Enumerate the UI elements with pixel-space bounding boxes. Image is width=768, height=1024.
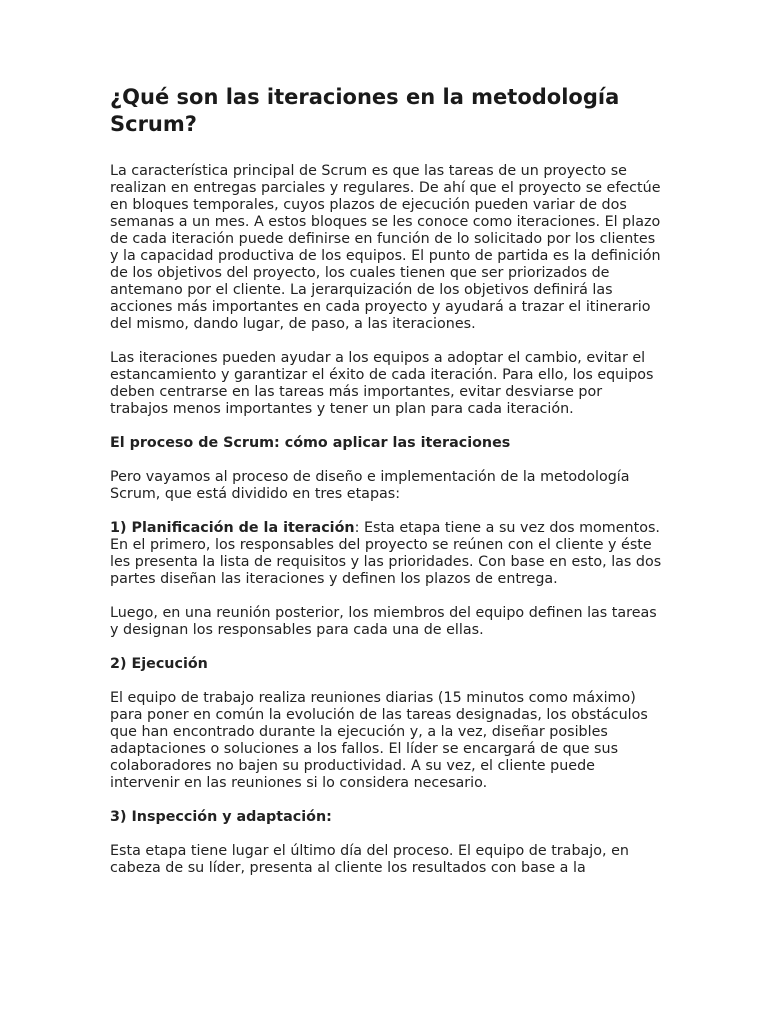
- step1-text: : Esta etapa tiene a su vez dos momentos. En el primero, los responsables del proyecto se reúnen con el cliente y éste les presenta la lista de requisitos y las prioridades. Con base en esto, las dos partes diseñan las iteraciones y definen los plazos de entrega.: [110, 520, 662, 587]
- step2-label: 2) Ejecución: [110, 656, 208, 672]
- step3-paragraph: Esta etapa tiene lugar el último día del proceso. El equipo de trabajo, en cabeza de su líder, presenta al cliente los resultados con base a la: [110, 843, 629, 876]
- second-paragraph: Las iteraciones pueden ayudar a los equipos a adoptar el cambio, evitar el estancamiento y garantizar el éxito de cada iteración. Para ello, los equipos deben centrarse en las tareas más importantes, evitar desviarse por trabajos menos importantes y tener un plan para cada iteración.: [110, 350, 654, 417]
- page-title: ¿Qué son las iteraciones en la metodología Scrum?: [110, 85, 620, 136]
- step3-label: 3) Inspección y adaptación:: [110, 809, 332, 825]
- step1-followup-paragraph: Luego, en una reunión posterior, los miembros del equipo definen las tareas y designan los responsables para cada una de ellas.: [110, 605, 657, 638]
- step2-paragraph: El equipo de trabajo realiza reuniones diarias (15 minutos como máximo) para poner en común la evolución de las tareas designadas, los obstáculos que han encontrado durante la ejecución y, a la vez, diseñar posibles adaptaciones o soluciones a los fallos. El líder se encargará de que sus colaboradores no bajen su productividad. A su vez, el cliente puede intervenir en las reuniones si lo considera necesario.: [110, 690, 648, 791]
- document-page: [110, 84, 662, 877]
- process-heading: El proceso de Scrum: cómo aplicar las iteraciones: [110, 435, 511, 451]
- intro-paragraph: La característica principal de Scrum es que las tareas de un proyecto se realizan en entregas parciales y regulares. De ahí que el proyecto se efectúe en bloques temporales, cuyos plazos de ejecución pueden variar de dos semanas a un mes. A estos bloques se les conoce como iteraciones. El plazo de cada iteración puede definirse en función de lo solicitado por los clientes y la capacidad productiva de los equipos. El punto de partida es la definición de los objetivos del proyecto, los cuales tienen que ser priorizados de antemano por el cliente. La jerarquización de los objetivos definirá las acciones más importantes en cada proyecto y ayudará a trazar el itinerario del mismo, dando lugar, de paso, a las iteraciones.: [110, 163, 661, 332]
- step1-label: 1) Planificación de la iteración: [110, 520, 355, 536]
- step1-paragraph: [110, 520, 662, 588]
- process-intro-paragraph: Pero vayamos al proceso de diseño e implementación de la metodología Scrum, que está dividido en tres etapas:: [110, 469, 630, 502]
